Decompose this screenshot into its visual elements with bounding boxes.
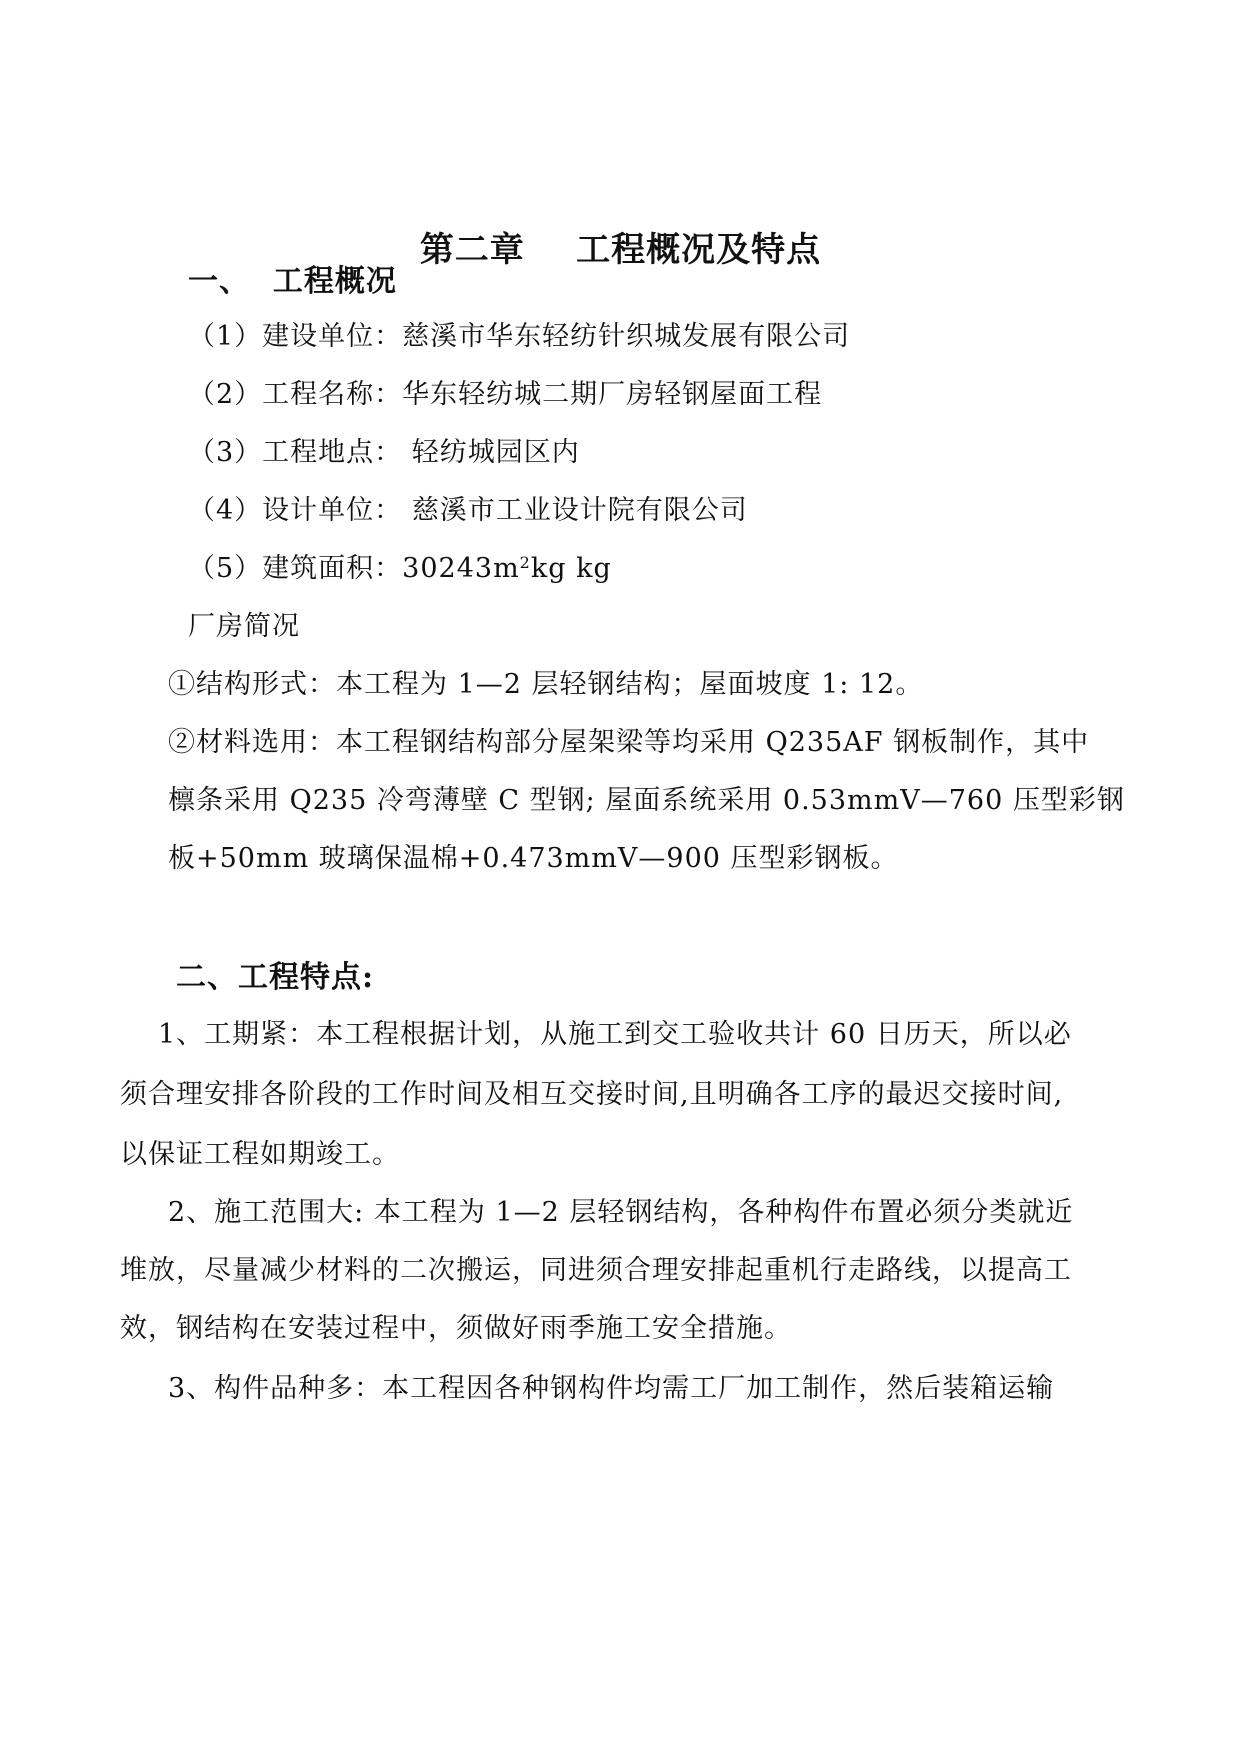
sub-heading-plant-overview: 厂房简况 [188, 611, 300, 642]
feature-1-line-3: 以保证工程如期竣工。 [120, 1139, 400, 1170]
materials-line-2: 檩条采用 Q235 冷弯薄壁 C 型钢; 屋面系统采用 0.53mmV—760 压型彩钢 [168, 785, 1125, 816]
item-project-location: （3）工程地点： 轻纺城园区内 [188, 437, 580, 468]
feature-1-line-2: 须合理安排各阶段的工作时间及相互交接时间,且明确各工序的最迟交接时间, [120, 1079, 1064, 1110]
materials-line-3: 板+50mm 玻璃保温棉+0.473mmV—900 压型彩钢板。 [168, 843, 899, 874]
feature-3-line-1: 3、构件品种多：本工程因各种钢构件均需工厂加工制作，然后装箱运输 [168, 1373, 1055, 1404]
feature-2-line-2: 堆放，尽量减少材料的二次搬运，同进须合理安排起重机行走路线，以提高工 [120, 1255, 1072, 1286]
chapter-title: 第二章 工程概况及特点 [419, 230, 822, 270]
section-heading-features: 二、工程特点: [176, 960, 375, 995]
building-area-superscript: 2 [519, 553, 531, 572]
item-project-name: （2）工程名称：华东轻纺城二期厂房轻钢屋面工程 [188, 379, 823, 410]
feature-1-line-1: 1、工期紧：本工程根据计划，从施工到交工验收共计 60 日历天，所以必 [158, 1019, 1072, 1050]
section-heading-overview: 一、 工程概况 [188, 264, 397, 299]
feature-2-line-3: 效，钢结构在安装过程中，须做好雨季施工安全措施。 [120, 1313, 792, 1344]
item-construction-unit: （1）建设单位：慈溪市华东轻纺针织城发展有限公司 [188, 321, 851, 352]
item-building-area [188, 552, 612, 586]
materials-line-1: ②材料选用：本工程钢结构部分屋架梁等均采用 Q235AF 钢板制作，其中 [168, 727, 1090, 758]
item-design-unit: （4）设计单位： 慈溪市工业设计院有限公司 [188, 495, 748, 526]
feature-2-line-1: 2、施工范围大: 本工程为 1—2 层轻钢结构，各种构件布置必须分类就近 [168, 1197, 1074, 1228]
structure-form: ①结构形式：本工程为 1—2 层轻钢结构；屋面坡度 1: 12。 [168, 669, 924, 700]
building-area-suffix: kg kg [530, 553, 612, 584]
building-area-prefix: （5）建筑面积：30243m [188, 553, 520, 584]
